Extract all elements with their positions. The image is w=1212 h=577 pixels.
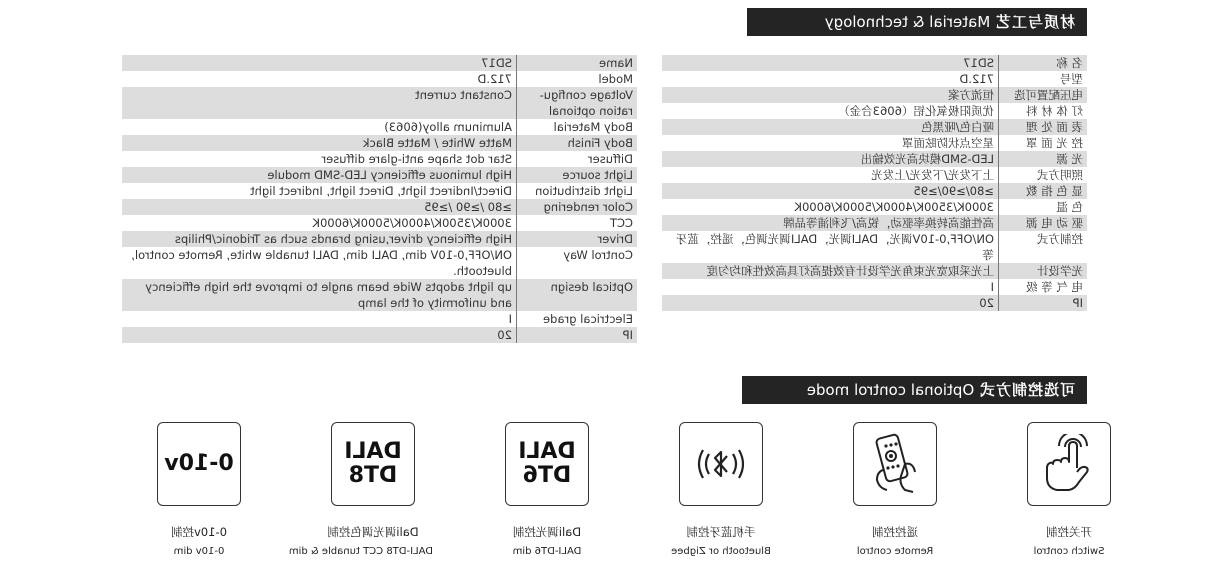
spec-key: 显 色 指 数 bbox=[999, 183, 1088, 199]
dali-dt6-line2: DT6 bbox=[522, 463, 572, 488]
table-row bbox=[662, 215, 1087, 231]
table-row bbox=[122, 71, 637, 87]
spec-value: 高性能高转换率驱动，锐高/飞利浦等品牌 bbox=[662, 215, 999, 231]
spec-key: Electrical grade bbox=[517, 311, 638, 327]
table-row bbox=[122, 135, 637, 151]
spec-key: Control Way bbox=[517, 247, 638, 279]
table-row bbox=[662, 119, 1087, 135]
spec-key: IP bbox=[517, 327, 638, 343]
spec-key: Body Material bbox=[517, 119, 638, 135]
control-label-cn: 遥控控制 bbox=[872, 525, 918, 539]
spec-table-en bbox=[122, 55, 637, 343]
table-row bbox=[662, 183, 1087, 199]
spec-value: ≥80/≥90/≥95 bbox=[662, 183, 999, 199]
table-row bbox=[662, 55, 1087, 71]
spec-value: 20 bbox=[122, 327, 517, 343]
control-remote bbox=[835, 422, 955, 557]
spec-key: Model bbox=[517, 71, 638, 87]
spec-value: 星空点状防眩面罩 bbox=[662, 135, 999, 151]
control-label-en: 0-10v dim bbox=[173, 546, 225, 557]
spec-value: Direct/Indirect light, Direct light, Indirect light bbox=[122, 183, 517, 199]
spec-value: Matte White / Matte Black bbox=[122, 135, 517, 151]
table-row bbox=[122, 311, 637, 327]
spec-key: Diffuser bbox=[517, 151, 638, 167]
spec-key: Optical design bbox=[517, 279, 638, 311]
spec-key: 控 光 面 罩 bbox=[999, 135, 1088, 151]
control-label-cn: Dali调光控制 bbox=[512, 525, 582, 539]
spec-key: CCT bbox=[517, 215, 638, 231]
spec-value: 恒流方案 bbox=[662, 87, 999, 103]
table-row bbox=[122, 215, 637, 231]
bluetooth-icon bbox=[679, 422, 763, 506]
section-title-en: Optional control mode bbox=[806, 381, 975, 399]
spec-key: 光学设计 bbox=[999, 263, 1088, 279]
control-switch bbox=[1009, 422, 1129, 557]
spec-key: 色 温 bbox=[999, 199, 1088, 215]
spec-value: 3000K/3500K/4000K/5000K/6000K bbox=[662, 199, 999, 215]
control-0-10v bbox=[139, 422, 259, 557]
control-label-cn: Dali调光调色控制 bbox=[327, 525, 419, 539]
table-row bbox=[662, 167, 1087, 183]
spec-value: 3000K/3500K/4000K/5000K/6000K bbox=[122, 215, 517, 231]
spec-key: 驱 动 电 源 bbox=[999, 215, 1088, 231]
spec-key: Color rendering bbox=[517, 199, 638, 215]
remote-control-icon bbox=[853, 422, 937, 506]
dali-dt6-icon bbox=[505, 422, 589, 506]
control-label-en: DALI-DT6 dim bbox=[512, 546, 582, 557]
spec-key: Voltage configu-ration optional bbox=[517, 87, 638, 119]
table-row bbox=[662, 279, 1087, 295]
table-row bbox=[662, 295, 1087, 311]
control-label-en: Remote control bbox=[856, 546, 934, 557]
spec-key: Body Finish bbox=[517, 135, 638, 151]
spec-value: Star dot shape anti-glare diffuser bbox=[122, 151, 517, 167]
table-row bbox=[662, 87, 1087, 103]
control-label-en: Switch control bbox=[1033, 546, 1105, 557]
control-dali-dt8 bbox=[288, 422, 433, 557]
table-row bbox=[122, 119, 637, 135]
spec-value: SD17 bbox=[122, 55, 517, 71]
spec-value: High efficiency driver,using brands such as Tridonic/Philips bbox=[122, 231, 517, 247]
dali-dt8-icon bbox=[331, 422, 415, 506]
spec-value: 712.D bbox=[122, 71, 517, 87]
spec-key: 名 称 bbox=[999, 55, 1088, 71]
control-label-cn: 开关控制 bbox=[1046, 525, 1092, 539]
spec-key: 电 气 等 级 bbox=[999, 279, 1088, 295]
spec-key: Name bbox=[517, 55, 638, 71]
table-row bbox=[122, 327, 637, 343]
spec-value: SD17 bbox=[662, 55, 999, 71]
spec-key: 电压配置可选 bbox=[999, 87, 1088, 103]
section-title-material bbox=[747, 8, 1087, 36]
spec-value: 20 bbox=[662, 295, 999, 311]
dali-dt8-line1: DALI bbox=[344, 439, 402, 464]
table-row bbox=[122, 247, 637, 279]
spec-key: Light source bbox=[517, 167, 638, 183]
section-title-cn: 材质与工艺 bbox=[994, 13, 1075, 31]
zero-ten-volt-icon bbox=[157, 422, 241, 506]
spec-value: ≥80 /≥90 /≥95 bbox=[122, 199, 517, 215]
dali-dt6-line1: DALI bbox=[518, 439, 576, 464]
spec-value: LED-SMD模块高光效输出 bbox=[662, 151, 999, 167]
spec-value: ON/OFF,0-10V dim, DALI dim, DALI tunable white, Remote control, bluetooth. bbox=[122, 247, 517, 279]
table-row bbox=[122, 87, 637, 119]
spec-value: 上下发光/下发光/上发光 bbox=[662, 167, 999, 183]
table-row bbox=[122, 151, 637, 167]
table-row bbox=[662, 263, 1087, 279]
spec-key: 光 源 bbox=[999, 151, 1088, 167]
zero-ten-volt-text: 0-10v bbox=[164, 451, 234, 476]
table-row bbox=[122, 279, 637, 311]
dali-dt8-line2: DT8 bbox=[348, 463, 398, 488]
section-title-control bbox=[742, 376, 1087, 404]
table-row bbox=[122, 55, 637, 71]
control-label-cn: 手机蓝牙控制 bbox=[686, 525, 756, 539]
spec-table-cn bbox=[662, 55, 1087, 311]
table-row bbox=[662, 103, 1087, 119]
table-row bbox=[662, 151, 1087, 167]
table-row bbox=[662, 199, 1087, 215]
table-row bbox=[662, 71, 1087, 87]
spec-value: High luminous efficiency LED-SMD module bbox=[122, 167, 517, 183]
control-dali-dt6 bbox=[487, 422, 607, 557]
control-label-cn: 0-10v控制 bbox=[171, 525, 227, 539]
spec-key: 型号 bbox=[999, 71, 1088, 87]
spec-value: ON/OFF,0-10V调光，DALI调光，DALI调光调色，遥控，蓝牙等 bbox=[662, 231, 999, 263]
spec-key: 控制方式 bbox=[999, 231, 1088, 263]
table-row bbox=[122, 199, 637, 215]
spec-value: Aluminum alloy(6063) bbox=[122, 119, 517, 135]
table-row bbox=[122, 183, 637, 199]
table-row bbox=[662, 231, 1087, 263]
control-label-en: DALI-DT8 CCT tunable & dim bbox=[288, 546, 433, 557]
spec-key: Light distribution bbox=[517, 183, 638, 199]
control-label-en: Bluetooth or Zigbee bbox=[671, 546, 771, 557]
table-row bbox=[662, 135, 1087, 151]
switch-hand-icon bbox=[1027, 422, 1111, 506]
spec-value: 哑白色/哑黑色 bbox=[662, 119, 999, 135]
spec-value: I bbox=[122, 311, 517, 327]
section-title-en: Material & technology bbox=[824, 13, 991, 31]
spec-value: Constant current bbox=[122, 87, 517, 119]
spec-value: 优质阳极氧化铝（6063合金） bbox=[662, 103, 999, 119]
spec-value: 712.D bbox=[662, 71, 999, 87]
spec-value: 上光采取宽光束角光学设计有效提高灯具高效性和均匀度 bbox=[662, 263, 999, 279]
spec-key: 照明方式 bbox=[999, 167, 1088, 183]
spec-key: 表 面 处 理 bbox=[999, 119, 1088, 135]
spec-key: IP bbox=[999, 295, 1088, 311]
spec-key: 灯 体 材 料 bbox=[999, 103, 1088, 119]
spec-key: Driver bbox=[517, 231, 638, 247]
control-bluetooth bbox=[661, 422, 781, 557]
table-row bbox=[122, 167, 637, 183]
table-row bbox=[122, 231, 637, 247]
section-title-cn: 可选控制方式 bbox=[978, 381, 1075, 399]
spec-value: up light adopts Wide beam angle to improve the high efficiency and uniformity of the lamp bbox=[122, 279, 517, 311]
spec-value: I bbox=[662, 279, 999, 295]
